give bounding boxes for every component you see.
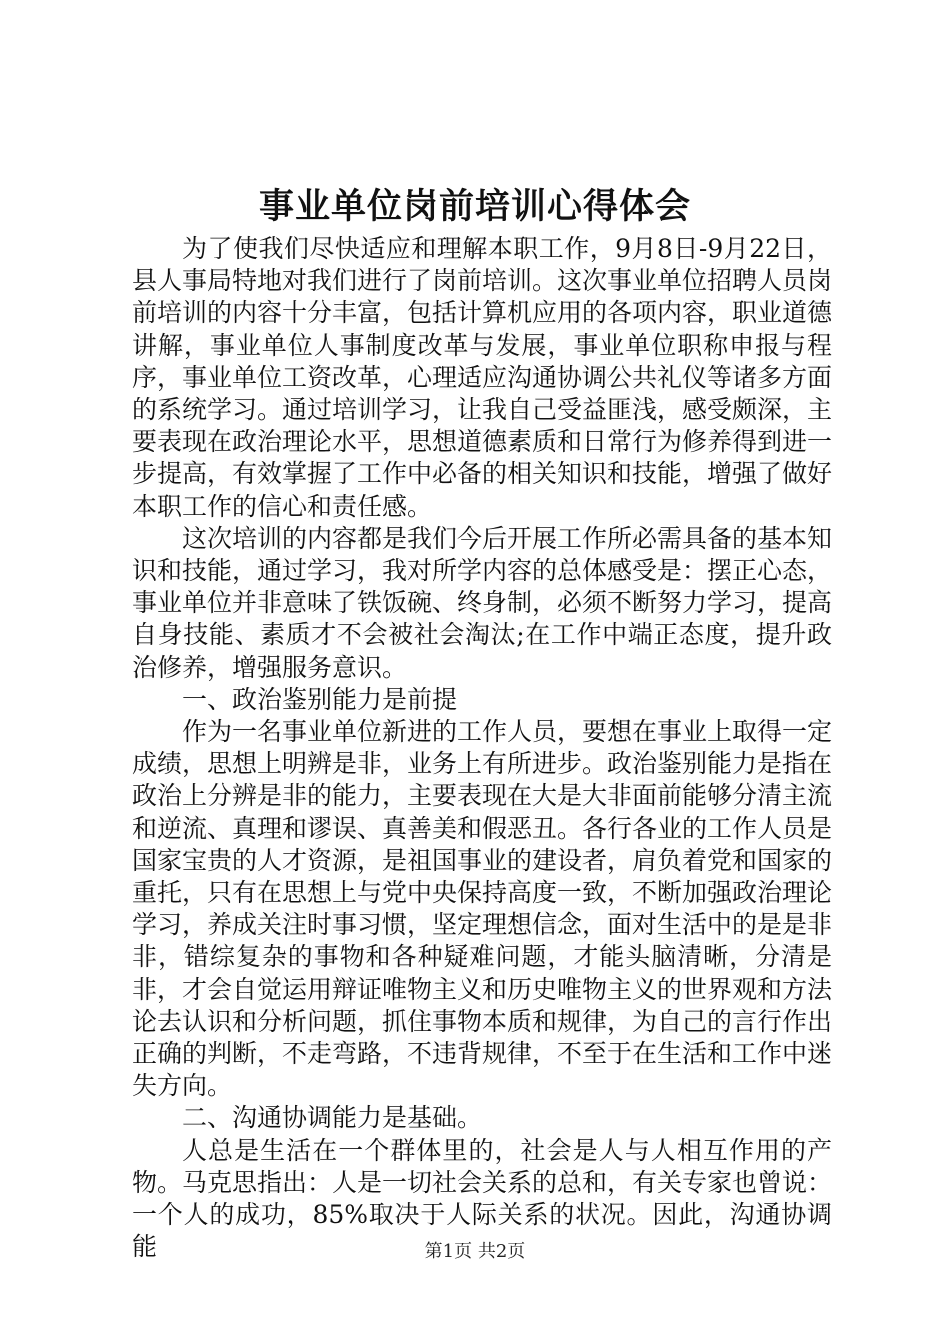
section-heading-1: 一、政治鉴别能力是前提 [182,684,458,714]
paragraph-communication: 人总是生活在一个群体里的，社会是人与人相互作用的产物。马克思指出：人是一切社会关系的总和，有关专家也曾说：一个人的成功，85%取决于人际关系的状况。因此，沟通协调能 [132,1135,833,1262]
page-number-footer: 第1页 共2页 [424,1241,526,1262]
section-heading-2: 二、沟通协调能力是基础。 [182,1103,483,1133]
paragraph-intro: 为了使我们尽快适应和理解本职工作，9月8日-9月22日，县人事局特地对我们进行了岗前培训。这次事业单位招聘人员岗前培训的内容十分丰富，包括计算机应用的各项内容，职业道德讲解，事业单位人事制度改革与发展，事业单位职称申报与程序，事业单位工资改革，心理适应沟通协调公共礼仪等诸多方面的系统学习。通过培训学习，让我自己受益匪浅，感受颇深，主要表现在政治理论水平，思想道德素质和日常行为修养得到进一步提高，有效掌握了工作中必备的相关知识和技能，增强了做好本职工作的信心和责任感。 [132,234,833,521]
document-title: 事业单位岗前培训心得体会 [258,186,691,227]
paragraph-political: 作为一名事业单位新进的工作人员，要想在事业上取得一定成绩，思想上明辨是非，业务上有所进步。政治鉴别能力是指在政治上分辨是非的能力，主要表现在大是大非面前能够分清主流和逆流、真理和谬误、真善美和假恶丑。各行各业的工作人员是国家宝贵的人才资源，是祖国事业的建设者，肩负着党和国家的重托，只有在思想上与党中央保持高度一致，不断加强政治理论学习，养成关注时事习惯，坚定理想信念，面对生活中的是是非非，错综复杂的事物和各种疑难问题，才能头脑清晰，分清是非，才会自觉运用辩证唯物主义和历史唯物主义的世界观和方法论去认识和分析问题，抓住事物本质和规律，为自己的言行作出正确的判断，不走弯路，不违背规律，不至于在生活和工作中迷失方向。 [132,717,833,1101]
paragraph-summary: 这次培训的内容都是我们今后开展工作所必需具备的基本知识和技能，通过学习，我对所学内容的总体感受是：摆正心态，事业单位并非意味了铁饭碗、终身制，必须不断努力学习，提高自身技能、素质才不会被社会淘汰;在工作中端正态度，提升政治修养，增强服务意识。 [132,523,833,682]
document-body [132,233,832,1264]
